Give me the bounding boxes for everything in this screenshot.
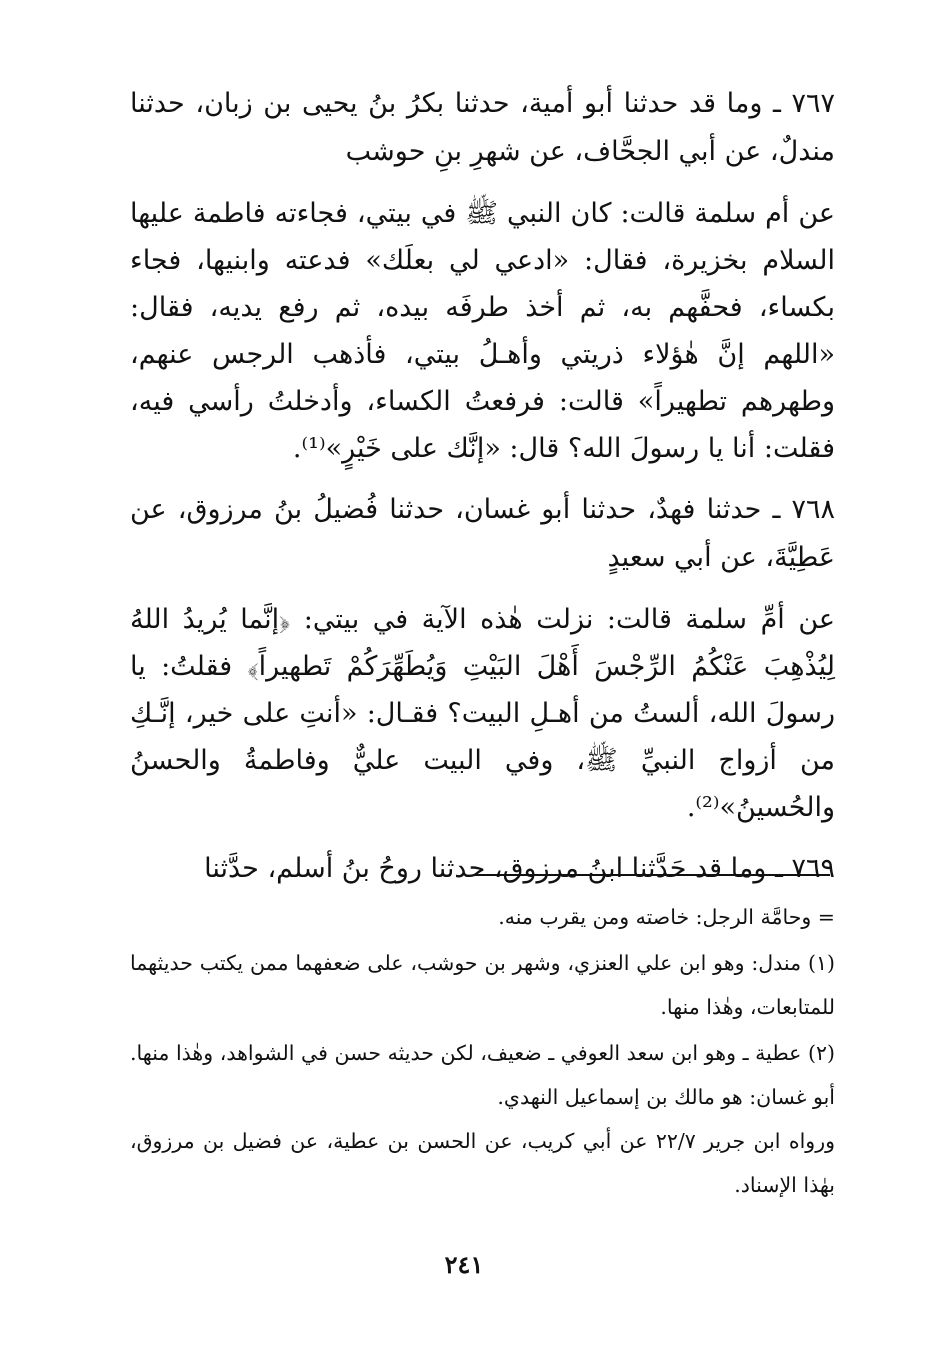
- footnotes: [130, 895, 835, 1207]
- hadith-768-matn: عن أمِّ سلمة قالت: نزلت هٰذه الآية في بيتي: ﴿إنَّما يُريدُ اللهُ لِيُذْهِبَ عَنْكُمُ الرِّجْسَ أَهْلَ البَيْتِ وَيُطَهِّرَكُمْ تَطهيراً﴾ فقلتُ: يا رسولَ الله، ألستُ من أهـلِ البيت؟ فقـال: «أنتِ على خير، إنَّـكِ من أزواج النبيِّ ﷺ، وفي البيت عليٌّ وفاطمةُ والحسنُ والحُسينُ»⁽²⁾.: [130, 604, 835, 823]
- footnote-2-continued: ورواه ابن جرير ٢٢/٧ عن أبي كريب، عن الحسن بن عطية، عن فضيل بن مرزوق، بهٰذا الإسناد.: [130, 1129, 835, 1197]
- footnote-2: (٢) عطية ـ وهو ابن سعد العوفي ـ ضعيف، لكن حديثه حسن في الشواهد، وهٰذا منها. أبو غسان: هو مالك بن إسماعيل النهدي.: [130, 1041, 835, 1109]
- hadith-768-isnad: ٧٦٨ ـ حدثنا فهدٌ، حدثنا أبو غسان، حدثنا فُضيلُ بنُ مرزوق، عن عَطِيَّةَ، عن أبي سعيدٍ: [130, 494, 835, 573]
- footnote-continued: = وحامَّة الرجل: خاصته ومن يقرب منه.: [498, 905, 835, 929]
- hadith-767-matn: عن أم سلمة قالت: كان النبي ﷺ في بيتي، فجاءته فاطمة عليها السلام بخزيرة، فقال: «ادعي لي بعلَك» فدعته وابنيها، فجاء بكساء، فحفَّهم به، ثم أخذ طرفَه بيده، ثم رفع يديه، فقال: «اللهم إنَّ هٰؤلاء ذريتي وأهـلُ بيتي، فأذهب الرجس عنهم، وطهرهم تطهيراً» قالت: فرفعتُ الكساء، وأدخلتُ رأسي فيه، فقلت: أنا يا رسولَ الله؟ قال: «إنَّك على خَيْرٍ»⁽¹⁾.: [130, 198, 835, 464]
- hadith-769-isnad: ٧٦٩ ـ وما قد حَدَّثنا ابنُ مرزوق، حدثنا روحُ بنُ أسلم، حدَّثنا: [204, 853, 835, 884]
- page-number: ٢٤١: [444, 1250, 484, 1279]
- footnote-1: (١) مندل: وهو ابن علي العنزي، وشهر بن حوشب، على ضعفهما ممن يكتب حديثهما للمتابعات، وهٰذا منها.: [130, 951, 835, 1019]
- hadith-767-isnad: ٧٦٧ ـ وما قد حدثنا أبو أمية، حدثنا بكرُ بنُ يحيى بن زبان، حدثنا مندلٌ، عن أبي الجحَّاف، عن شهرِ بنِ حوشب: [130, 88, 835, 167]
- main-text: [130, 80, 835, 907]
- footnote-separator: [475, 874, 830, 876]
